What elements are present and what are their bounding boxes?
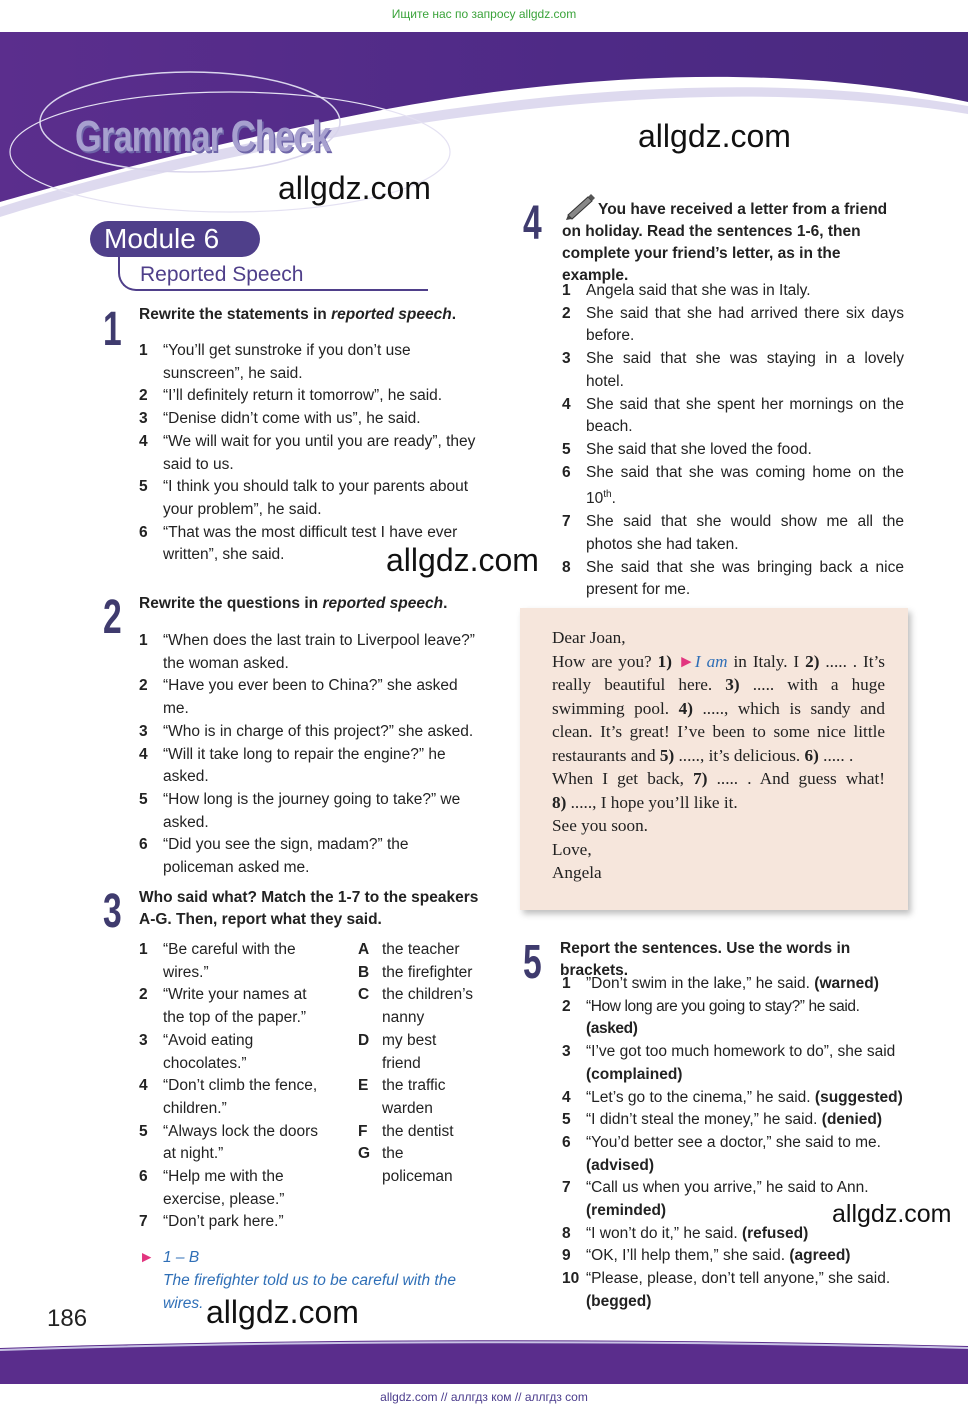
list-item: 1 Angela said that she was in Italy. bbox=[562, 282, 811, 299]
exercise-instruction: Who said what? Match the 1-7 to the speakers A-G. Then, report what they said. bbox=[139, 889, 479, 928]
exercise-number: 3 bbox=[103, 885, 122, 938]
list-item: 6 “You’d better see a doctor,” she said to me. (advised) bbox=[562, 1133, 881, 1174]
letter-line: swimming pool. 4) ....., which is sandy and bbox=[552, 698, 885, 718]
page-title: Grammar Check bbox=[75, 112, 331, 161]
list-item: E the traffic warden bbox=[358, 1077, 446, 1117]
list-item: 1 ”Don’t swim in the lake,” he said. (warned) bbox=[562, 975, 879, 992]
exercise-4-list bbox=[562, 280, 904, 602]
example-answer: The firefighter told us to be careful with the wires. bbox=[163, 1272, 456, 1312]
list-item: 9 “OK, I’ll help them,” she said. (agreed) bbox=[562, 1247, 851, 1265]
exercise-number: 2 bbox=[103, 591, 122, 644]
list-item: 2 “How long are you going to stay?” he said. (asked) bbox=[562, 997, 860, 1038]
list-item: 4 She said that she spent her mornings on the beach. bbox=[562, 395, 904, 436]
list-item: 3 “Denise didn’t come with us”, he said. bbox=[139, 410, 421, 428]
list-item: 3 “Avoid eating chocolates.” bbox=[139, 1031, 254, 1072]
list-item: 4 “Let’s go to the cinema,” he said. (suggested) bbox=[562, 1088, 903, 1106]
letter-line: Love, bbox=[552, 839, 592, 859]
list-item: 6 “Did you see the sign, madam?” the policeman asked me. bbox=[139, 836, 409, 877]
list-item: G the policeman bbox=[358, 1145, 453, 1186]
list-item: D my best friend bbox=[358, 1031, 437, 1072]
exercise-number: 1 bbox=[103, 303, 122, 356]
list-item: 2 “Have you ever been to China?” she asked me. bbox=[139, 677, 458, 718]
list-item: 3 She said that she was staying in a lovely hotel. bbox=[562, 350, 904, 390]
exercise-3-speakers bbox=[358, 939, 493, 1189]
letter-line: When I get back, 7) ..... . And guess what! bbox=[552, 769, 885, 788]
footer-band bbox=[0, 1336, 968, 1384]
list-item: 6 “That was the most difficult test I have ever written”, she said. bbox=[139, 523, 458, 564]
example-marker: ► bbox=[139, 1249, 155, 1266]
list-item: 8 She said that she was bringing back a nice present for me. bbox=[562, 558, 904, 599]
list-item: 1 “When does the last train to Liverpool leave?” the woman asked. bbox=[139, 632, 475, 672]
watermark: allgdz.com bbox=[206, 1294, 359, 1330]
exercise-1-list bbox=[139, 340, 484, 567]
example-match: 1 – B bbox=[163, 1249, 200, 1266]
exercise-number: 4 bbox=[523, 197, 542, 250]
list-item: 4 “Will it take long to repair the engine?” he asked. bbox=[139, 745, 446, 786]
list-item: 6 She said that she was coming home on the 10th. bbox=[562, 463, 904, 508]
list-item: 4 “We will wait for you until you are ready”, they said to us. bbox=[139, 432, 476, 473]
letter-greeting: Dear Joan, bbox=[552, 628, 626, 647]
exercise-instruction: Report the sentences. Use the words in brackets. bbox=[560, 940, 851, 979]
list-item: 10 “Please, please, don’t tell anyone,” she said. (begged) bbox=[562, 1270, 891, 1310]
footer-links: allgdz.com // аллгдз ком // аллгдз com bbox=[380, 1390, 588, 1404]
exercise-instruction: You have received a letter from a friend on holiday. Read the sentences 1-6, then complete your friend’s letter, as in the example. bbox=[562, 201, 888, 284]
letter-line: really beautiful here. 3) ..... with a huge bbox=[552, 675, 885, 694]
exercise-instruction: Rewrite the questions in reported speech. bbox=[139, 595, 448, 612]
watermark: allgdz.com bbox=[386, 542, 539, 578]
list-item: 1 “Be careful with the wires.” bbox=[139, 941, 296, 981]
letter-signature: Angela bbox=[552, 863, 602, 882]
watermark: allgdz.com bbox=[832, 1200, 952, 1228]
list-item: 5 “I didn’t steal the money,” he said. (denied) bbox=[562, 1111, 883, 1129]
list-item: F the dentist bbox=[358, 1122, 454, 1140]
letter-line: How are you? 1) ►I am in Italy. I 2) ..... . It’s bbox=[552, 651, 885, 671]
list-item: A the teacher bbox=[358, 941, 460, 958]
letter-line: restaurants and 5) ....., it’s delicious. 6) ..... . bbox=[552, 745, 854, 765]
list-item: 5 She said that she loved the food. bbox=[562, 440, 812, 458]
exercise-2-list bbox=[139, 630, 484, 880]
list-item: 5 “Always lock the doors at night.” bbox=[139, 1122, 319, 1163]
list-item: 2 “Write your names at the top of the paper.” bbox=[139, 986, 307, 1027]
list-item: 3 “Who is in charge of this project?” she asked. bbox=[139, 722, 474, 740]
module-label: Module 6 bbox=[90, 221, 260, 257]
top-search-note: Ищите нас по запросу allgdz.com bbox=[391, 7, 577, 21]
list-item: 4 “Don’t climb the fence, children.” bbox=[139, 1077, 318, 1117]
list-item: 8 “I won’t do it,” he said. (refused) bbox=[562, 1224, 809, 1242]
letter-line: See you soon. bbox=[552, 816, 648, 835]
list-item: C the children’s nanny bbox=[358, 986, 474, 1027]
exercise-number: 5 bbox=[523, 936, 542, 989]
list-item: B the firefighter bbox=[358, 963, 473, 981]
exercise-3-quotes bbox=[139, 939, 334, 1234]
list-item: 3 “I’ve got too much homework to do”, she said (complained) bbox=[562, 1043, 896, 1083]
list-item: 2 She said that she had arrived there six days before. bbox=[562, 304, 904, 345]
watermark: allgdz.com bbox=[278, 170, 431, 206]
exercise-5-list bbox=[562, 973, 907, 1314]
list-item: 7 “Call us when you arrive,” he said to Ann. (reminded) bbox=[562, 1179, 869, 1220]
list-item: 2 “I’ll definitely return it tomorrow”, he said. bbox=[139, 387, 443, 405]
watermark: allgdz.com bbox=[638, 118, 791, 154]
list-item: 7 “Don’t park here.” bbox=[139, 1213, 284, 1231]
exercise-instruction: Rewrite the statements in reported speech. bbox=[139, 306, 456, 323]
letter-text bbox=[552, 626, 885, 885]
letter-line: clean. It’s great! I’ve been to some nice little bbox=[552, 722, 885, 741]
topic-label: Reported Speech bbox=[140, 263, 304, 286]
list-item: 5 “How long is the journey going to take?” we asked. bbox=[139, 790, 461, 831]
list-item: 1 “You’ll get sunstroke if you don’t use sunscreen”, he said. bbox=[139, 342, 411, 382]
list-item: 7 She said that she would show me all the photos she had taken. bbox=[562, 513, 904, 553]
page-number: 186 bbox=[47, 1305, 88, 1332]
list-item: 5 “I think you should talk to your parents about your problem”, he said. bbox=[139, 478, 469, 518]
list-item: 6 “Help me with the exercise, please.” bbox=[139, 1168, 285, 1208]
letter-line: 8) ....., I hope you’ll like it. bbox=[552, 792, 738, 812]
